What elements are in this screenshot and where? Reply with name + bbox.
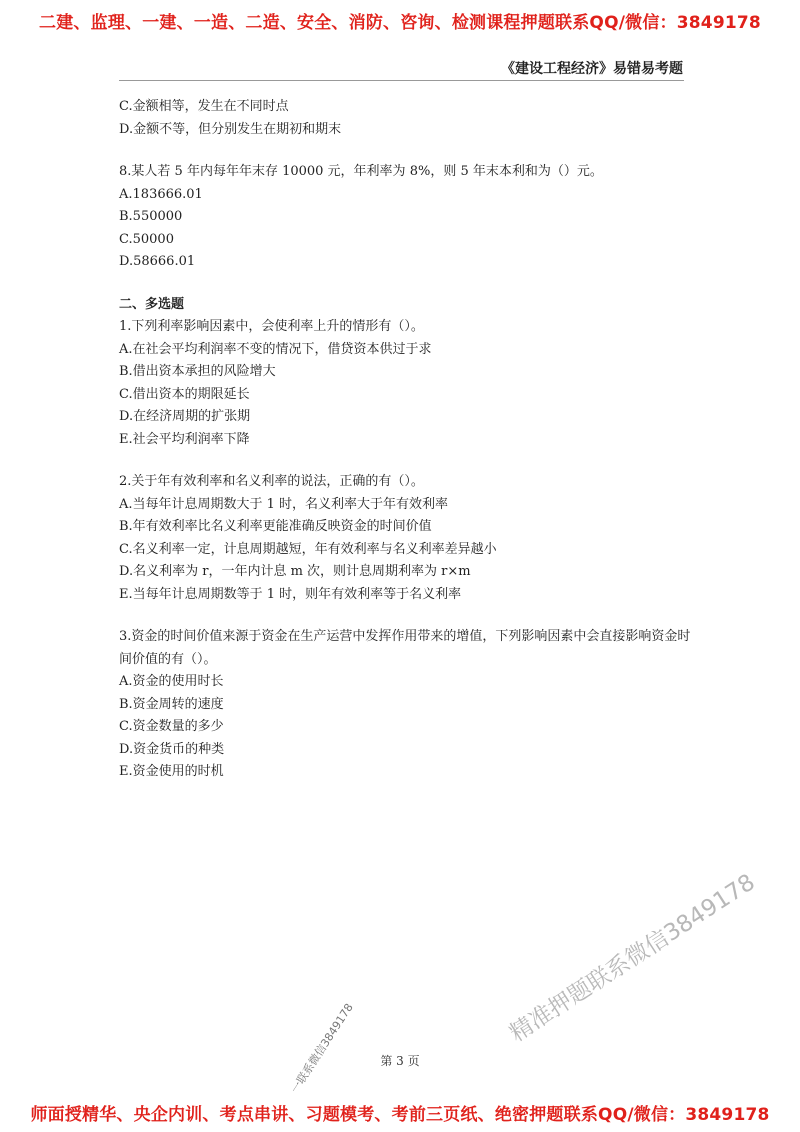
m2-option-e: E.当每年计息周期数等于 1 时，则年有效利率等于名义利率 xyxy=(119,586,462,602)
q7-option-c: C.金额相等，发生在不同时点 xyxy=(119,99,289,114)
q8-option-a: A.183666.01 xyxy=(119,186,203,202)
m3-option-e: E.资金使用的时机 xyxy=(119,764,224,779)
watermark-large: 精准押题联系微信3849178 xyxy=(505,869,760,1048)
m1-option-b: B.借出资本承担的风险增大 xyxy=(119,364,276,379)
m2-option-b: B.年有效利率比名义利率更能准确反映资金的时间价值 xyxy=(119,519,432,534)
header-rule xyxy=(119,80,684,81)
top-promo-banner: 二建、监理、一建、一造、二造、安全、消防、咨询、检测课程押题联系QQ/微信：3849178 xyxy=(39,13,761,33)
page-number: 第 3 页 xyxy=(380,1054,420,1068)
m1-option-d: D.在经济周期的扩张期 xyxy=(119,409,251,424)
m1-option-a: A.在社会平均利润率不变的情况下，借贷资本供过于求 xyxy=(119,341,432,357)
page-content xyxy=(119,96,694,784)
q8-option-b: B.550000 xyxy=(119,209,183,224)
m3-option-d: D.资金货币的种类 xyxy=(119,741,225,757)
m1-stem: 1.下列利率影响因素中，会使利率上升的情形有（）。 xyxy=(119,319,424,334)
m3-option-c: C.资金数量的多少 xyxy=(119,719,224,734)
m2-stem: 2.关于年有效利率和名义利率的说法，正确的有（）。 xyxy=(119,474,424,489)
m3-option-a: A.资金的使用时长 xyxy=(119,674,224,689)
m1-option-e: E.社会平均利润率下降 xyxy=(119,431,250,447)
m2-option-a: A.当每年计息周期数大于 1 时，名义利率大于年有效利率 xyxy=(119,496,449,512)
watermark-small: 一联系微信3849178 xyxy=(288,1001,356,1096)
m2-option-c: C.名义利率一定，计息周期越短，年有效利率与名义利率差异越小 xyxy=(119,541,497,557)
m3-option-b: B.资金周转的速度 xyxy=(119,696,224,712)
m3-stem: 3.资金的时间价值来源于资金在生产运营中发挥作用带来的增值，下列影响因素中会直接影响资金时间价值的有（）。 xyxy=(119,629,691,667)
bottom-promo-banner: 师面授精华、央企内训、考点串讲、习题模考、考前三页纸、绝密押题联系QQ/微信：3849178 xyxy=(30,1105,770,1125)
q8-option-c: C.50000 xyxy=(119,231,174,247)
q8-stem: 8.某人若 5 年内每年年末存 10000 元，年利率为 8%，则 5 年末本利和为（）元。 xyxy=(119,164,603,179)
document-title: 《建设工程经济》易错易考题 xyxy=(501,61,683,77)
q7-option-d: D.金额不等，但分别发生在期初和期末 xyxy=(119,121,342,137)
section-title-multiple-choice: 二、多选题 xyxy=(119,296,185,312)
m1-option-c: C.借出资本的期限延长 xyxy=(119,386,250,402)
m2-option-d: D.名义利率为 r，一年内计息 m 次，则计息周期利率为 r×m xyxy=(119,564,471,579)
q8-option-d: D.58666.01 xyxy=(119,254,196,269)
